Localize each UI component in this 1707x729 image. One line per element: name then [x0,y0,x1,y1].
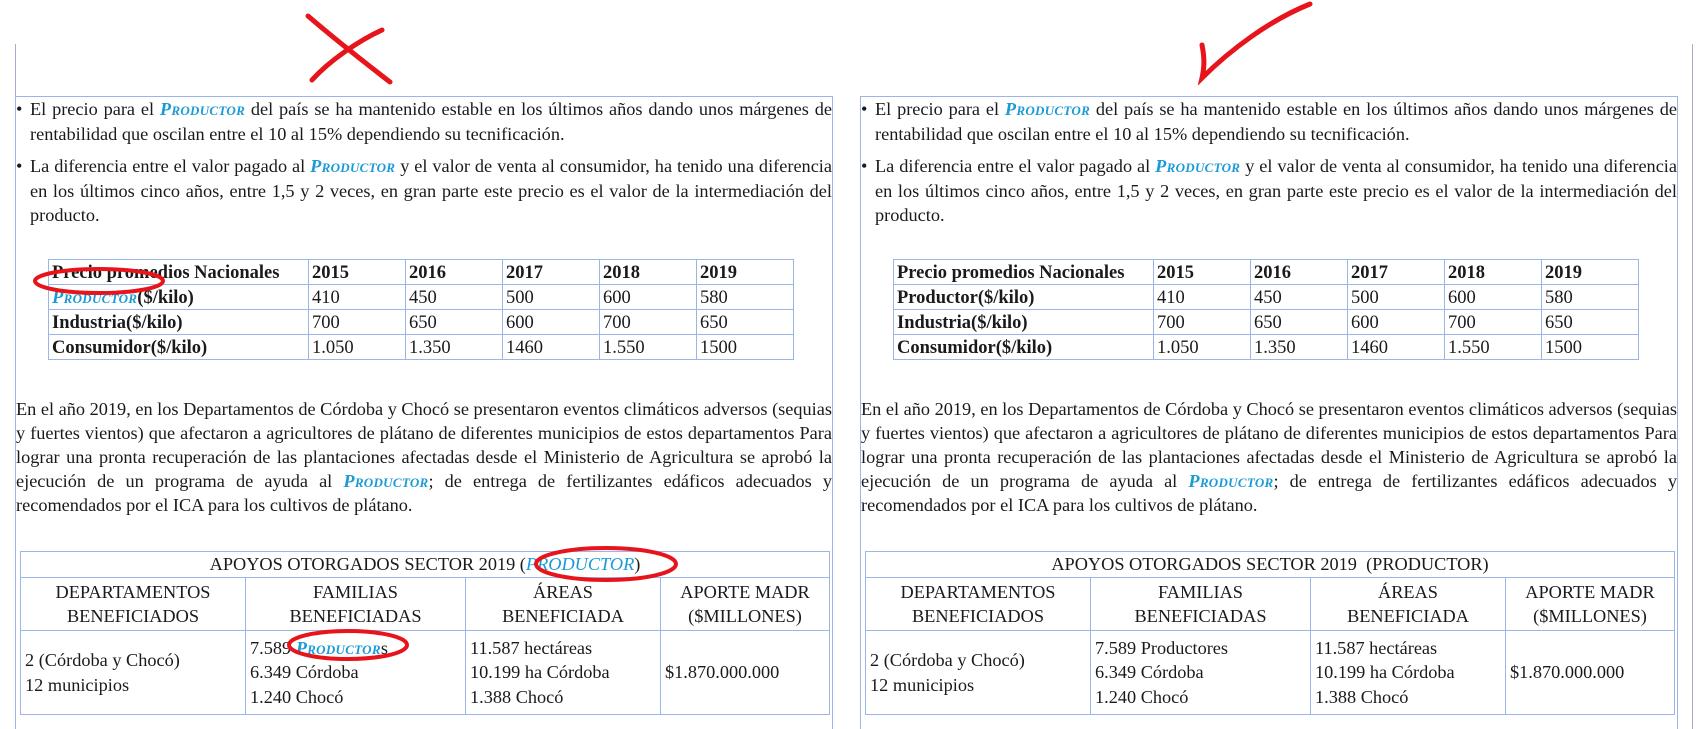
price-table [48,259,794,360]
body-paragraph: En el año 2019, en los Departamentos de Córdoba y Chocó se presentaron eventos climáticos adversos (sequias y fuertes vientos) que afectaron a agricultores de plátano de diferentes municipios de estos departamentos Para lograr una pronta recuperación de las plantaciones afectadas desde el Ministerio de Agricultura se aprobó la ejecución de un programa de ayuda al Productor; de entrega de fertilizantes edáficos adecuados y recomendados por el ICA para los cultivos de plátano. [861,399,1677,515]
table-row: 2 (Córdoba y Chocó) 12 municipios 7.589 Productores 6.349 Córdoba 1.240 Chocó 11.587 hectáreas 10.199 ha Córdoba 1.388 Chocó $1.870.000.000 [866,631,1675,715]
bullet-item: • La diferencia entre el valor pagado al Productor y el valor de venta al consumidor, ha tenido una diferencia en los últimos cinco años, entre 1,5 y 2 veces, en gran parte este precio es el valor de la intermediación del producto. [16,154,832,228]
bullet-item: • El precio para el Productor del país se ha mantenido estable en los últimos años dando unos márgenes de rentabilidad que oscilan entre el 10 al 15% dependiendo su tecnificación. [861,97,1677,146]
guide-line [1692,44,1693,729]
left-document-panel [15,96,833,729]
table-row: Productor($/kilo) 410 450 500 600 580 [894,285,1639,310]
price-table [893,259,1639,360]
body-paragraph: En el año 2019, en los Departamentos de Córdoba y Chocó se presentaron eventos climáticos adversos (sequias y fuertes vientos) que afectaron a agricultores de plátano de diferentes municipios de estos departamentos Para lograr una pronta recuperación de las plantaciones afectadas desde el Ministerio de Agricultura se aprobó la ejecución de un programa de ayuda al Productor; de entrega de fertilizantes edáficos adecuados y recomendados por el ICA para los cultivos de plátano. [16,399,832,515]
table-row: Consumidor($/kilo) 1.050 1.350 1460 1.550 1500 [894,335,1639,360]
table-header-row: Precio promedios Nacionales 2015 2016 2017 2018 2019 [49,260,794,285]
table-row: Industria($/kilo) 700 650 600 700 650 [894,310,1639,335]
table-header-row: Precio promedios Nacionales 2015 2016 2017 2018 2019 [894,260,1639,285]
bullet-item: • La diferencia entre el valor pagado al Productor y el valor de venta al consumidor, ha tenido una diferencia en los últimos cinco años, entre 1,5 y 2 veces, en gran parte este precio es el valor de la intermediación del producto. [861,154,1677,228]
support-table: APOYOS OTORGADOS SECTOR 2019 (PRODUCTOR) DEPARTAMENTOS BENEFICIADOS FAMILIAS BENEFICIADAS ÁREAS BENEFICIADA APORTE MADR ($MILLONES) 2 (Córdoba y Chocó) 12 municipios 7.589 Productores 6.349 Córdoba 1.240 Chocó 11.587 hectáreas 10.199 ha Córdoba 1.388 Chocó $1.870.000.000 [865,551,1675,715]
table-row: 2 (Córdoba y Chocó) 12 municipios 7.589 Productors 6.349 Córdoba 1.240 Chocó 11.587 hectáreas 10.199 ha Córdoba 1.388 Chocó $1.870.000.000 [21,631,830,715]
right-document-panel [860,96,1678,729]
correct-checkmark [1190,0,1320,85]
table-row: Consumidor($/kilo) 1.050 1.350 1460 1.550 1500 [49,335,794,360]
support-table-title: APOYOS OTORGADOS SECTOR 2019 (PRODUCTOR) [866,552,1675,578]
support-table: APOYOS OTORGADOS SECTOR 2019 (PRODUCTOR) DEPARTAMENTOS BENEFICIADOS FAMILIAS BENEFICIADAS ÁREAS BENEFICIADA APORTE MADR ($MILLONES) 2 (Córdoba y Chocó) 12 municipios 7.589 Productors 6.349 Córdoba 1.240 Chocó 11.587 hectáreas 10.199 ha Córdoba 1.388 Chocó $1.870.000.000 [20,551,830,715]
table-row: Productor($/kilo) 410 450 500 600 580 [49,285,794,310]
support-table-title: APOYOS OTORGADOS SECTOR 2019 (PRODUCTOR) [21,552,830,578]
bullet-item: • El precio para el Productor del país se ha mantenido estable en los últimos años dando unos márgenes de rentabilidad que oscilan entre el 10 al 15% dependiendo su tecnificación. [16,97,832,146]
table-row: Industria($/kilo) 700 650 600 700 650 [49,310,794,335]
wrong-x-mark [300,10,400,90]
